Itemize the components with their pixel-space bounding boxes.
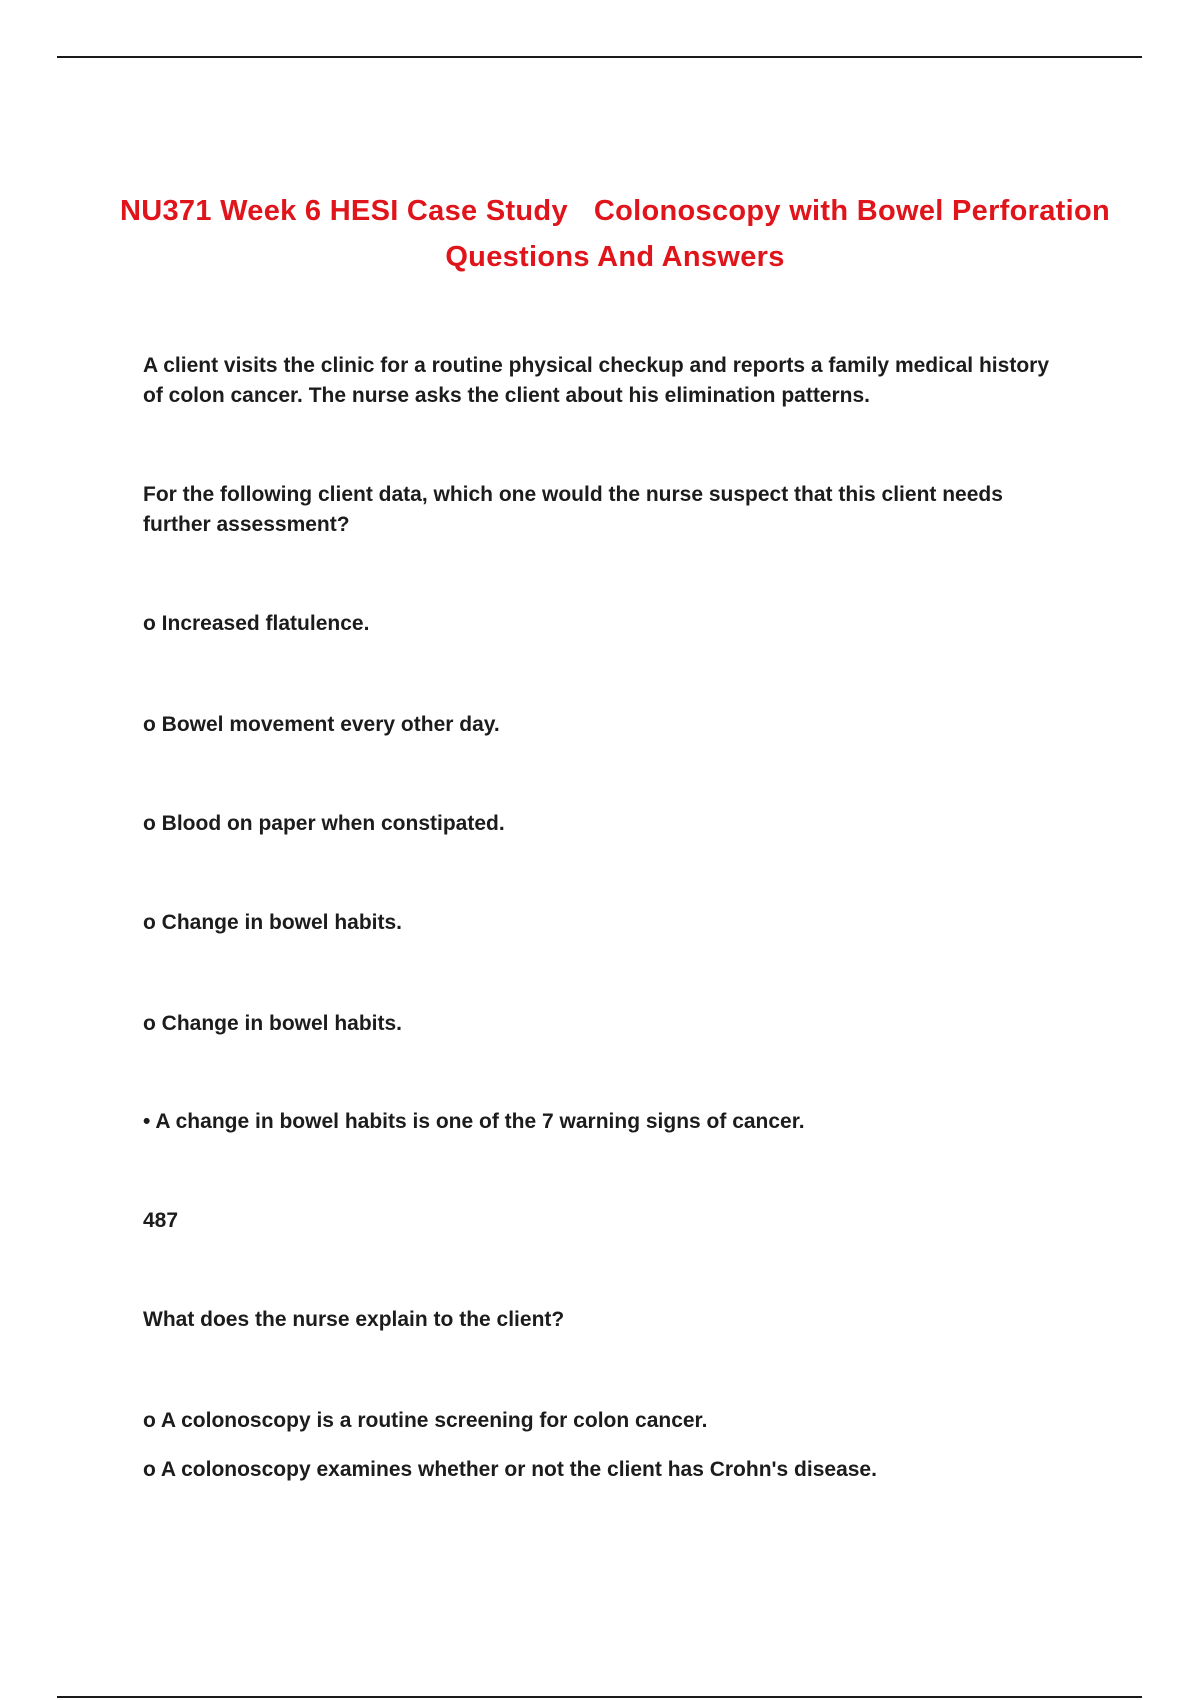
option-increased-flatulence: o Increased flatulence. bbox=[143, 612, 370, 635]
option-routine-screening: o A colonoscopy is a routine screening for colon cancer. bbox=[143, 1409, 708, 1432]
option-crohns-disease: o A colonoscopy examines whether or not the client has Crohn's disease. bbox=[143, 1458, 877, 1481]
question-1: For the following client data, which one would the nurse suspect that this client needs further assessment? bbox=[143, 483, 1003, 536]
intro-paragraph: A client visits the clinic for a routine physical checkup and reports a family medical history of colon cancer. The nurse asks the client about his elimination patterns. bbox=[143, 354, 1049, 407]
page-reference: 487 bbox=[143, 1209, 179, 1232]
option-change-bowel-habits: o Change in bowel habits. bbox=[143, 911, 403, 934]
title-part-1: NU371 Week 6 HESI Case Study bbox=[119, 195, 568, 227]
top-divider bbox=[57, 56, 1142, 58]
document-title bbox=[100, 188, 1130, 280]
option-bowel-movement: o Bowel movement every other day. bbox=[143, 713, 500, 736]
answer-change-bowel-habits: o Change in bowel habits. bbox=[143, 1012, 403, 1035]
bottom-divider bbox=[57, 1696, 1142, 1698]
rationale: • A change in bowel habits is one of the 7 warning signs of cancer. bbox=[143, 1110, 805, 1133]
title-part-2: Colonoscopy with Bowel Perforation Questions And Answers bbox=[445, 195, 1110, 273]
option-blood-on-paper: o Blood on paper when constipated. bbox=[143, 812, 505, 835]
question-2: What does the nurse explain to the client? bbox=[143, 1308, 565, 1331]
